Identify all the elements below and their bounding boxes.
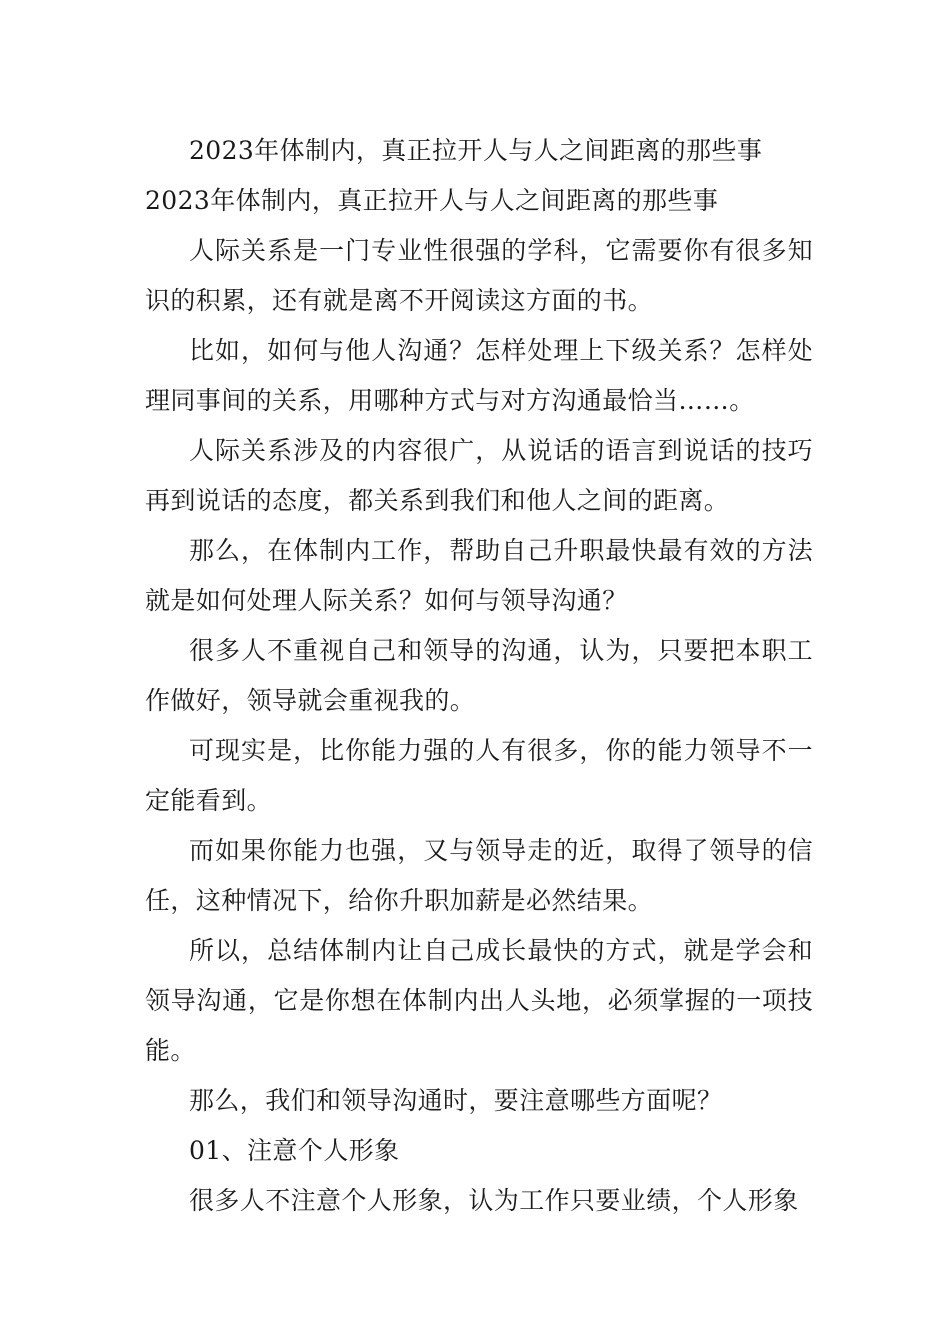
paragraph-8: 所以，总结体制内让自己成长最快的方式，就是学会和领导沟通，它是你想在体制内出人头地，必须掌握的一项技能。 [145, 936, 813, 1065]
paragraph-10: 很多人不注意个人形象，认为工作只要业绩，个人形象 [189, 1186, 799, 1215]
paragraph-4: 那么，在体制内工作，帮助自己升职最快最有效的方法就是如何处理人际关系？如何与领导沟通？ [145, 536, 813, 615]
paragraph-3: 人际关系涉及的内容很广，从说话的语言到说话的技巧再到说话的态度，都关系到我们和他人之间的距离。 [145, 436, 813, 515]
paragraph-6: 可现实是，比你能力强的人有很多，你的能力领导不一定能看到。 [145, 736, 813, 815]
paragraph-2: 比如，如何与他人沟通？怎样处理上下级关系？怎样处理同事间的关系，用哪种方式与对方沟通最恰当……。 [145, 336, 813, 415]
paragraph-9: 那么，我们和领导沟通时，要注意哪些方面呢？ [189, 1086, 723, 1115]
document-title-repeat: 2023年体制内，真正拉开人与人之间距离的那些事 [145, 186, 719, 215]
paragraph-7: 而如果你能力也强，又与领导走的近，取得了领导的信任，这种情况下，给你升职加薪是必然结果。 [145, 836, 813, 915]
paragraph-1: 人际关系是一门专业性很强的学科，它需要你有很多知识的积累，还有就是离不开阅读这方面的书。 [145, 236, 813, 315]
paragraph-5: 很多人不重视自己和领导的沟通，认为，只要把本职工作做好，领导就会重视我的。 [145, 636, 813, 715]
document-page [145, 126, 813, 1226]
section-heading: 01、注意个人形象 [189, 1136, 400, 1165]
document-title: 2023年体制内，真正拉开人与人之间距离的那些事 [189, 136, 763, 165]
